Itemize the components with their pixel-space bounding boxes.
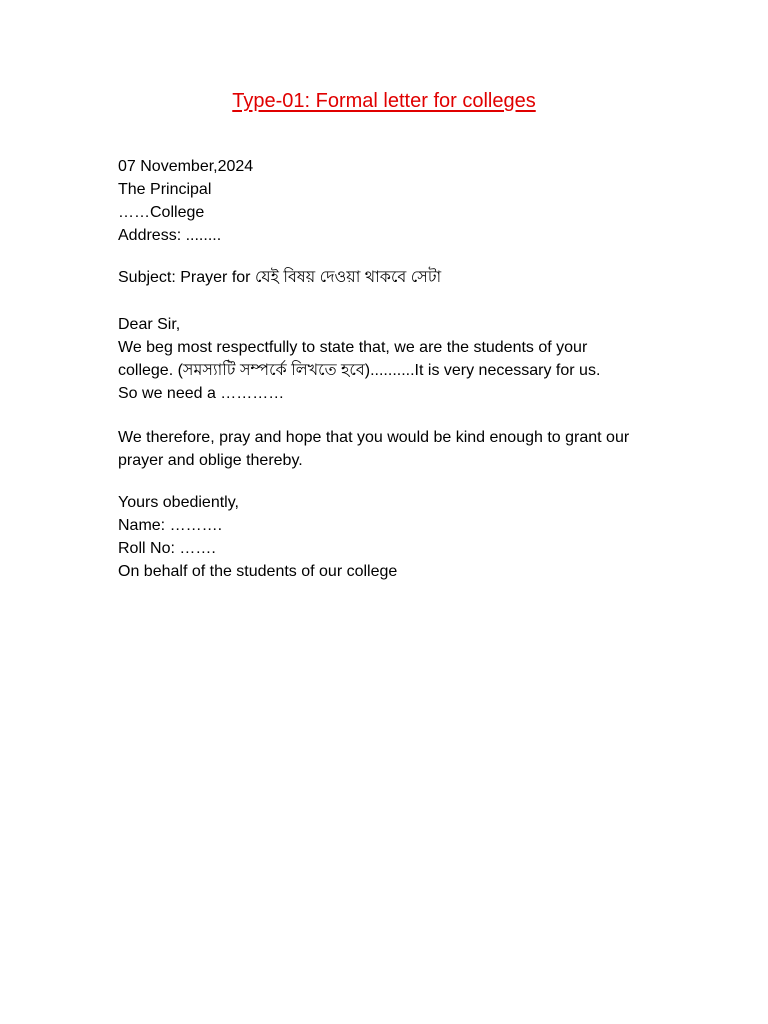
request-line: We therefore, pray and hope that you would be kind enough to grant our [118, 429, 630, 446]
college-address: Address: ........ [118, 227, 222, 244]
recipient-title: The Principal [118, 181, 212, 198]
request-paragraph [118, 426, 678, 472]
letter-header [118, 155, 678, 247]
letter-body [118, 313, 678, 405]
signoff: Yours obediently, [118, 494, 239, 511]
body-line: So we need a ………… [118, 385, 285, 402]
salutation: Dear Sir, [118, 316, 181, 333]
letter-date: 07 November,2024 [118, 158, 254, 175]
sender-roll: Roll No: ……. [118, 540, 216, 557]
body-line: college. (সমস্যাটি সম্পর্কে লিখতে হবে)..........It is very necessary for us. [118, 362, 601, 379]
request-line: prayer and oblige thereby. [118, 452, 303, 469]
college-name: ……College [118, 204, 205, 221]
sender-name: Name: ………. [118, 517, 223, 534]
subject-line: Subject: Prayer for যেই বিষয় দেওয়া থাকবে সেটা [118, 269, 442, 286]
letter-closing [118, 491, 678, 583]
body-line: We beg most respectfully to state that, we are the students of your [118, 339, 588, 356]
sender-behalf: On behalf of the students of our college [118, 563, 398, 580]
subject-block [118, 266, 678, 289]
letter-title: Type-01: Formal letter for colleges [232, 90, 536, 112]
